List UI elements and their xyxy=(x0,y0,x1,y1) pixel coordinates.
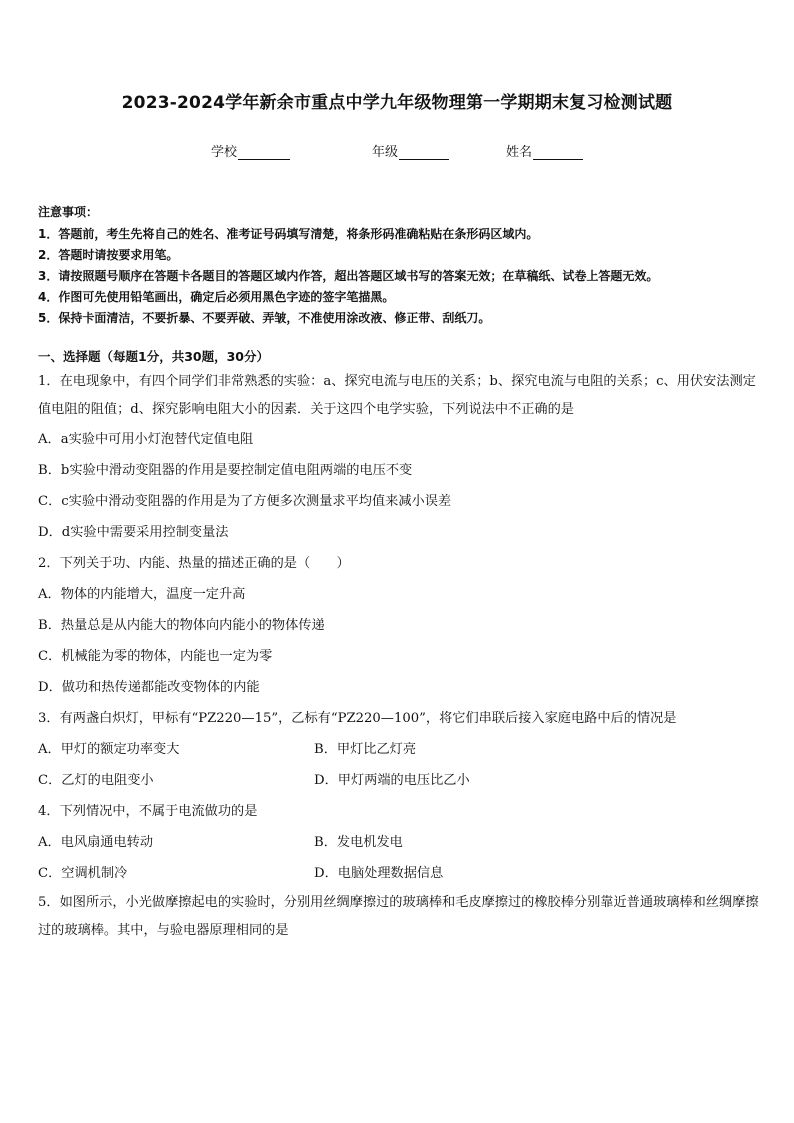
question-content xyxy=(38,346,762,945)
grade-label: 年级 xyxy=(372,145,399,160)
question-3-option-c: C．乙灯的电阻变小 xyxy=(38,773,154,788)
question-4-option-a: A．电风扇通电转动 xyxy=(38,835,154,850)
question-5-stem: 5．如图所示，小光做摩擦起电的实验时，分别用丝绸摩擦过的玻璃棒和毛皮摩擦过的橡胶棒分别靠近普通玻璃棒和丝绸摩擦过的玻璃棒。其中，与验电器原理相同的是 xyxy=(38,895,759,938)
notice-item: 4．作图可先使用铅笔画出，确定后必须用黑色字迹的签字笔描黑。 xyxy=(38,290,395,304)
notice-heading: 注意事项： xyxy=(38,205,99,219)
question-4-stem: 4．下列情况中，不属于电流做功的是 xyxy=(38,804,258,819)
grade-blank[interactable] xyxy=(399,147,449,160)
question-4-option-b: B．发电机发电 xyxy=(314,835,403,850)
school-label: 学校 xyxy=(211,145,238,160)
question-4-options-row-2 xyxy=(38,858,762,889)
question-3-options-row-2 xyxy=(38,765,762,796)
question-2-option-d: D．做功和热传递都能改变物体的内能 xyxy=(38,680,260,695)
school-blank[interactable] xyxy=(238,147,290,160)
notice-item: 3．请按照题号顺序在答题卡各题目的答题区域内作答，超出答题区域书写的答案无效；在草稿纸、试卷上答题无效。 xyxy=(38,269,659,283)
notice-item: 5．保持卡面清洁，不要折暴、不要弄破、弄皱，不准使用涂改液、修正带、刮纸刀。 xyxy=(38,311,491,325)
question-4-option-c: C．空调机制冷 xyxy=(38,866,128,881)
notice-block xyxy=(38,203,768,329)
question-2-stem: 2．下列关于功、内能、热量的描述正确的是（ ） xyxy=(38,556,350,571)
name-label: 姓名 xyxy=(506,145,533,160)
question-2-option-a: A．物体的内能增大，温度一定升高 xyxy=(38,587,246,602)
question-2-option-c: C．机械能为零的物体，内能也一定为零 xyxy=(38,649,273,664)
grade-field[interactable] xyxy=(372,141,449,160)
question-3-option-a: A．甲灯的额定功率变大 xyxy=(38,742,180,757)
question-1-option-c: C．c实验中滑动变阻器的作用是为了方便多次测量求平均值来减小误差 xyxy=(38,494,452,509)
name-blank[interactable] xyxy=(533,147,583,160)
question-3-options-row-1 xyxy=(38,734,762,765)
question-2-option-b: B．热量总是从内能大的物体向内能小的物体传递 xyxy=(38,618,325,633)
question-3-option-d: D．甲灯两端的电压比乙小 xyxy=(314,773,470,788)
question-3-stem: 3．有两盏白炽灯，甲标有“PZ220—15”，乙标有“PZ220—100”，将它们串联后接入家庭电路中后的情况是 xyxy=(38,711,677,726)
exam-title: 2023-2024学年新余市重点中学九年级物理第一学期期末复习检测试题 xyxy=(121,93,673,113)
question-4-option-d: D．电脑处理数据信息 xyxy=(314,866,444,881)
question-4-options-row-1 xyxy=(38,827,762,858)
school-field[interactable] xyxy=(211,141,290,160)
question-1-stem: 1．在电现象中，有四个同学们非常熟悉的实验：a、探究电流与电压的关系；b、探究电流与电阻的关系；c、用伏安法测定值电阻的阻值；d、探究影响电阻大小的因素．关于这四个电学实验，下列说法中不正确的是 xyxy=(38,374,756,417)
question-1-option-d: D．d实验中需要采用控制变量法 xyxy=(38,525,229,540)
question-1-option-b: B．b实验中滑动变阻器的作用是要控制定值电阻两端的电压不变 xyxy=(38,463,413,478)
notice-item: 2．答题时请按要求用笔。 xyxy=(38,248,179,262)
question-3-option-b: B．甲灯比乙灯亮 xyxy=(314,742,417,757)
section-heading: 一、选择题（每题1分，共30题，30分） xyxy=(38,349,269,364)
name-field[interactable] xyxy=(506,141,583,160)
notice-item: 1．答题前，考生先将自己的姓名、准考证号码填写清楚，将条形码准确粘贴在条形码区域内。 xyxy=(38,227,539,241)
question-1-option-a: A．a实验中可用小灯泡替代定值电阻 xyxy=(38,432,254,447)
